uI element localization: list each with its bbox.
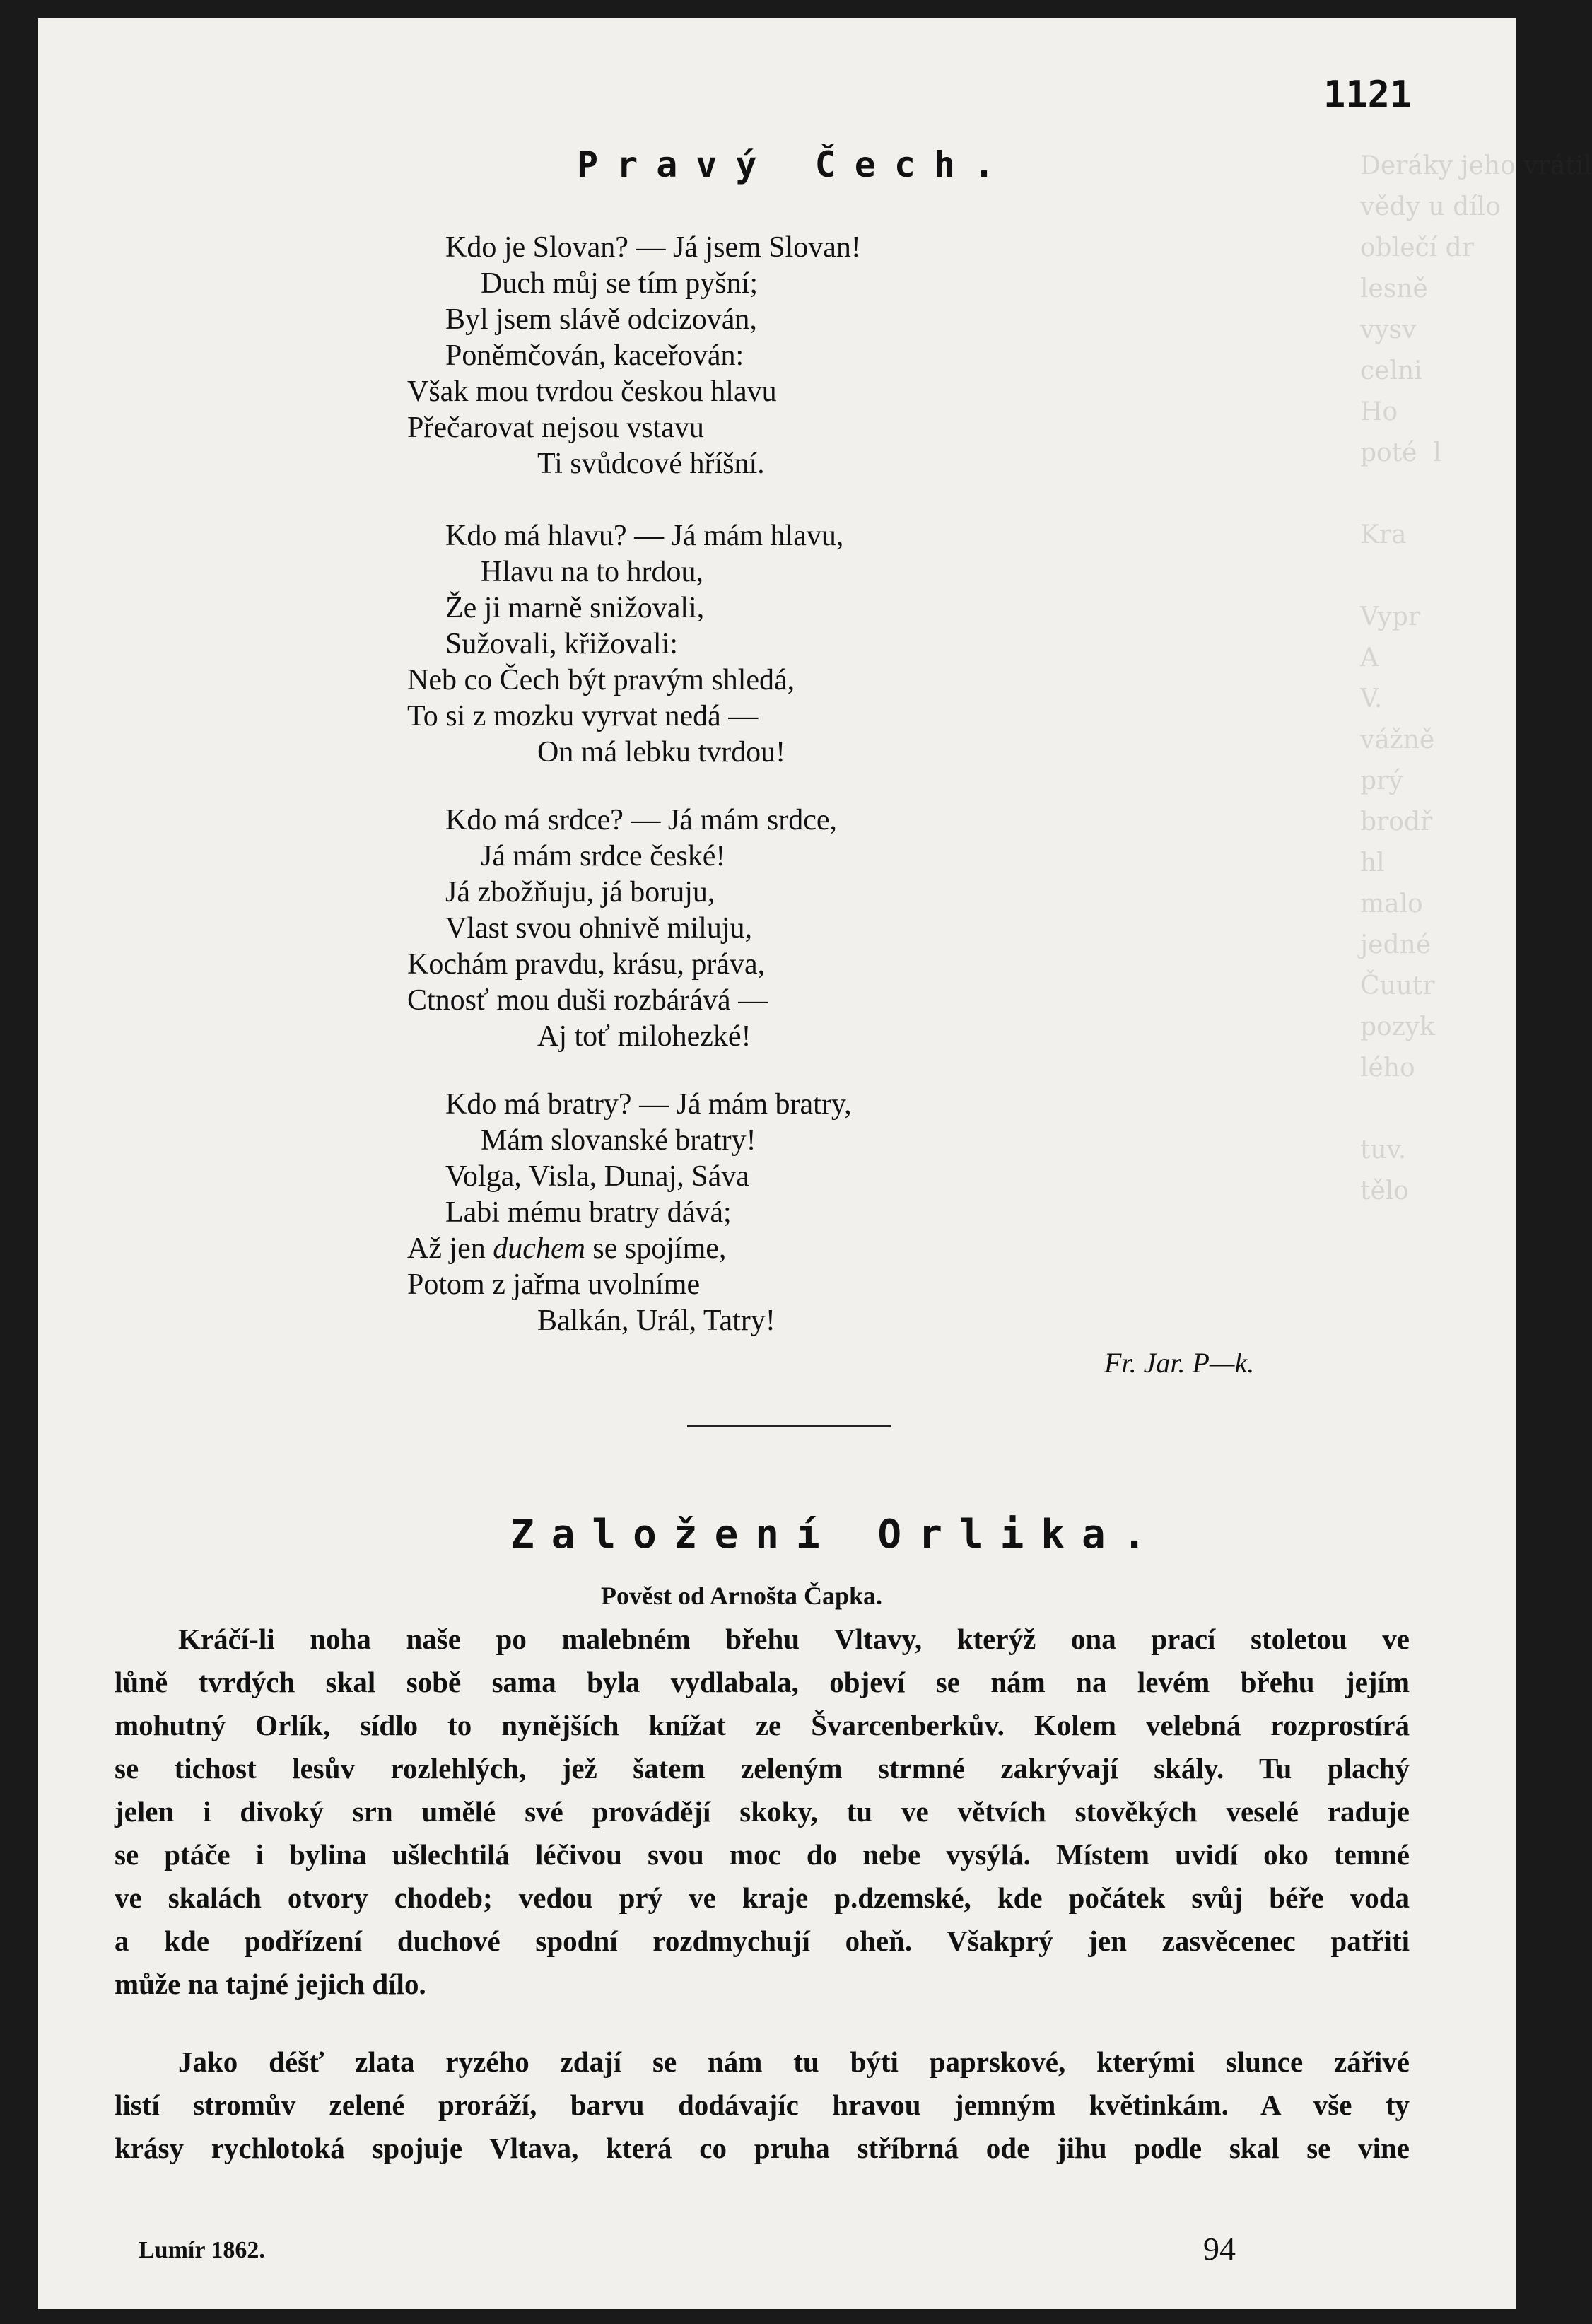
footer-journal: Lumír 1862. — [139, 2237, 265, 2263]
poem-line: Aj toť milohezké! — [537, 1020, 751, 1053]
document-page — [38, 18, 1592, 2309]
paragraph-line: jelen i divoký srn umělé své provádějí skoky, tu ve větvích stověkých veselé raduje — [115, 1795, 1410, 1828]
story-title: Založení Orlika. — [510, 1512, 1164, 1558]
section-divider — [687, 1425, 891, 1427]
poem-line: Ctnosť mou duši rozbárává — — [407, 984, 768, 1017]
paragraph-line: se ptáče i bylina ušlechtilá léčivou svou moc do nebe vysýlá. Místem uvidí oko temné — [115, 1838, 1410, 1871]
poem-line: Kdo má srdce? — Já mám srdce, — [445, 804, 837, 836]
poem-line: To si z mozku vyrvat nedá — — [407, 700, 759, 732]
poem-line: On má lebku tvrdou! — [537, 736, 786, 769]
poem-line: Potom z jařma uvolníme — [407, 1268, 701, 1301]
poem-title: Pravý Čech. — [577, 144, 1014, 185]
story-subtitle: Pověst od Arnošta Čapka. — [601, 1582, 883, 1610]
poem-line: Volga, Visla, Dunaj, Sáva — [445, 1160, 749, 1193]
poem-line: Já zbožňuju, já boruju, — [445, 876, 715, 909]
paragraph-line: mohutný Orlík, sídlo to nynějších knížat ze Švarcenberkův. Kolem velebná rozprostírá — [115, 1709, 1410, 1741]
poem-line: Duch můj se tím pyšní; — [481, 267, 758, 300]
poem-line: Kdo má hlavu? — Já mám hlavu, — [445, 520, 844, 552]
poem-line: Kdo je Slovan? — Já jsem Slovan! — [445, 231, 861, 264]
poem-line: Vlast svou ohnivě miluju, — [445, 912, 752, 945]
paragraph-line: lůně tvrdých skal sobě sama byla vydlabala, objeví se nám na levém břehu jejím — [115, 1666, 1410, 1698]
poem-line: Však mou tvrdou českou hlavu — [407, 375, 777, 408]
poem-signature: Fr. Jar. P—k. — [1104, 1347, 1255, 1379]
poem-line: Ti svůdcové hříšní. — [537, 448, 765, 480]
paragraph-line: ve skalách otvory chodeb; vedou prý ve kraje p.dzemské, kde počátek svůj béře voda — [115, 1881, 1410, 1914]
paragraph-line: se tichost lesův rozlehlých, jež šatem zeleným strmné zakrývají skály. Tu plachý — [115, 1752, 1410, 1785]
poem-line: Já mám srdce české! — [481, 840, 726, 872]
bleed-through-text: Deráky jeho vrátil vědy u dílo oblečí dr lesně vysv celni Ho poté l Kra Vypr A V. vážně prý brodř hl malo jedné Čuutr pozyk lého tuv. tělo — [1360, 151, 1592, 1205]
poem-line: Kdo má bratry? — Já mám bratry, — [445, 1088, 852, 1121]
poem-line: Že ji marně snižovali, — [445, 592, 705, 624]
paragraph-line: Kráčí-li noha naše po malebném břehu Vltavy, kterýž ona prací stoletou ve — [178, 1623, 1410, 1655]
poem-line: Byl jsem slávě odcizován, — [445, 303, 757, 336]
poem-line: Mám slovanské bratry! — [481, 1124, 756, 1157]
poem-line: Sužovali, křižovali: — [445, 628, 678, 660]
poem-line: Labi mému bratry dává; — [445, 1196, 732, 1229]
poem-line: Přečarovat nejsou vstavu — [407, 411, 704, 444]
poem-line: Balkán, Urál, Tatry! — [537, 1304, 775, 1337]
poem-line: Až jen duchem se spojíme, — [407, 1232, 727, 1265]
poem-line: Neb co Čech být pravým shledá, — [407, 664, 795, 696]
paragraph-line: listí stromův zelené proráží, barvu dodávajíc hravou jemným květinkám. A vše ty — [115, 2089, 1410, 2121]
paragraph-line: a kde podřízení duchové spodní rozdmychují oheň. Všakprý jen zasvěcenec patřiti — [115, 1925, 1410, 1957]
paragraph-line: Jako déšť zlata ryzého zdají se nám tu býti paprskové, kterými slunce zářivé — [178, 2045, 1410, 2078]
page-number: 1121 — [1323, 74, 1412, 116]
poem-line: Hlavu na to hrdou, — [481, 556, 703, 588]
footer-sheet-number: 94 — [1203, 2231, 1236, 2267]
paragraph-line: krásy rychlotoká spojuje Vltava, která co pruha stříbrná ode jihu podle skal se vine — [115, 2132, 1410, 2164]
paragraph-line: může na tajné jejich dílo. — [115, 1968, 426, 2000]
poem-line: Poněmčován, kaceřován: — [445, 339, 744, 372]
poem-line: Kochám pravdu, krásu, práva, — [407, 948, 766, 981]
